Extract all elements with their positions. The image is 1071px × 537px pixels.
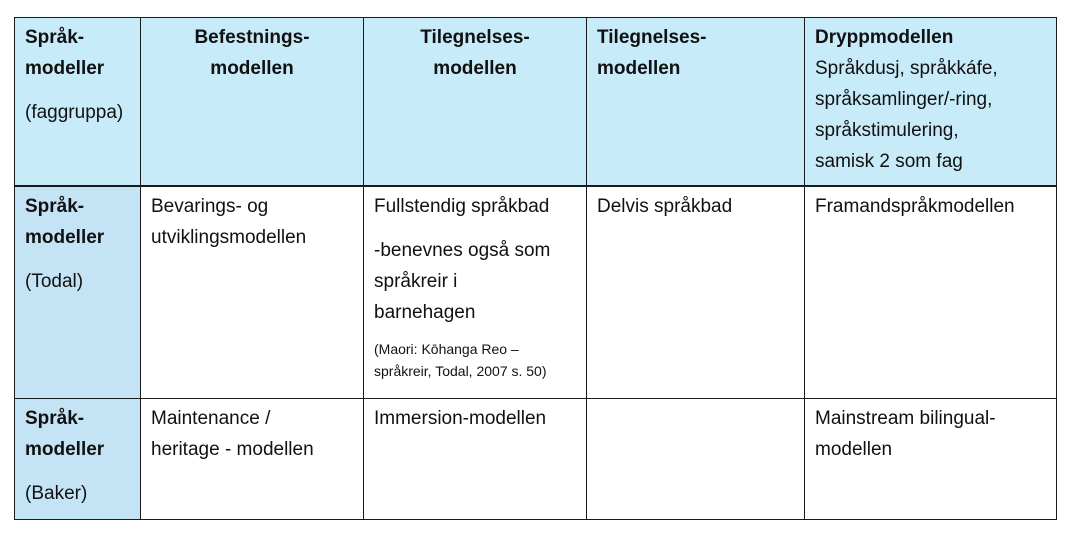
cell-text-line: Framandspråkmodellen — [815, 195, 1015, 217]
header-col1-line1: Befestnings- — [194, 27, 310, 48]
header-cell-dryppmodellen — [805, 18, 1057, 186]
header-title-line1: Språk- — [25, 27, 85, 48]
header-cell-tilegnelsesmodellen-1 — [364, 18, 587, 186]
row-head-line1: Språk- — [25, 408, 85, 429]
cell-note-line: språkreir, Todal, 2007 s. 50) — [374, 362, 547, 379]
row-head-sub: (Todal) — [25, 270, 84, 292]
table-row-todal — [15, 186, 1057, 399]
cell-text-line: Bevarings- og — [151, 195, 269, 217]
cell-text-line: Delvis språkbad — [597, 195, 733, 217]
cell-text-line: heritage - modellen — [151, 439, 314, 460]
cell-text-main: Fullstendig språkbad — [374, 195, 550, 217]
header-col4-title: Dryppmodellen — [815, 27, 954, 48]
cell-text-line: barnehagen — [374, 301, 476, 323]
row-head-sub: (Baker) — [25, 483, 88, 504]
header-cell-sprakmodeller-faggruppa — [15, 18, 141, 186]
header-cell-befestningsmodellen — [141, 18, 364, 186]
row-head-line1: Språk- — [25, 195, 85, 217]
cell-text-line: Mainstream bilingual- — [815, 408, 996, 429]
header-col3-line2: modellen — [597, 58, 681, 79]
header-col2-line1: Tilegnelses- — [420, 27, 530, 48]
cell-todal-tilegnelse-2 — [587, 186, 805, 399]
cell-text-line: språkreir i — [374, 270, 458, 292]
table-header-row — [15, 18, 1057, 186]
header-col3-line1: Tilegnelses- — [597, 27, 707, 48]
row-head-baker — [15, 399, 141, 520]
cell-text-line: Maintenance / — [151, 408, 271, 429]
cell-text-line: -benevnes også som — [374, 239, 551, 261]
header-col4-desc-line: Språkdusj, språkkáfe, — [815, 58, 998, 79]
table-row-baker — [15, 399, 1057, 520]
cell-todal-befestning — [141, 186, 364, 399]
cell-baker-drypp — [805, 399, 1057, 520]
header-col4-desc-line: språksamlinger/-ring, — [815, 89, 993, 110]
header-col2-line2: modellen — [433, 58, 517, 79]
cell-baker-befestning — [141, 399, 364, 520]
cell-note-line: (Maori: Kōhanga Reo – — [374, 340, 519, 357]
cell-todal-tilegnelse-1 — [364, 186, 587, 399]
cell-baker-tilegnelse-1 — [364, 399, 587, 520]
cell-text-line: modellen — [815, 439, 893, 460]
header-cell-tilegnelsesmodellen-2 — [587, 18, 805, 186]
row-head-line2: modeller — [25, 439, 105, 460]
cell-note — [374, 338, 576, 382]
header-subtitle: (faggruppa) — [25, 102, 124, 123]
row-head-line2: modeller — [25, 226, 105, 248]
header-col4-desc-line: samisk 2 som fag — [815, 151, 963, 172]
header-col1-line2: modellen — [210, 58, 294, 79]
cell-text-line: utviklingsmodellen — [151, 226, 307, 248]
header-title-line2: modeller — [25, 58, 105, 79]
language-models-table — [14, 17, 1057, 520]
row-head-todal — [15, 186, 141, 399]
cell-baker-tilegnelse-2 — [587, 399, 805, 520]
cell-todal-drypp — [805, 186, 1057, 399]
header-col4-desc-line: språkstimulering, — [815, 120, 959, 141]
cell-text-main: Immersion-modellen — [374, 408, 547, 429]
